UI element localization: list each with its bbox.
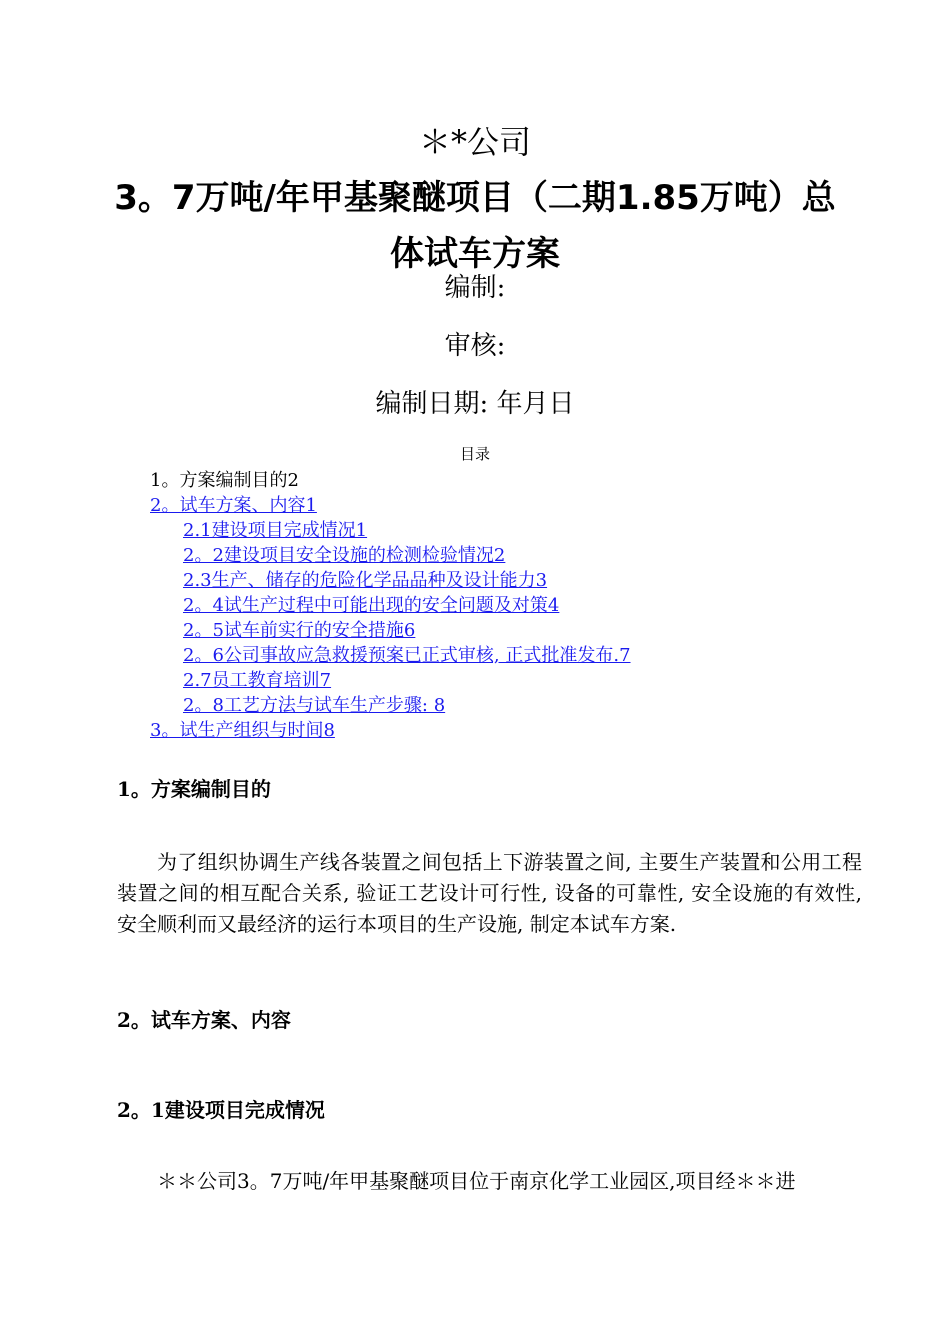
- section-heading-2: 2。试车方案、内容: [117, 1008, 291, 1032]
- document-title: 3。7万吨/年甲基聚醚项目（二期1.85万吨）总体试车方案: [114, 178, 836, 274]
- toc-link-2-7[interactable]: 2.7员工教育培训7: [183, 670, 332, 691]
- toc-link-2-4[interactable]: 2。4试生产过程中可能出现的安全问题及对策4: [183, 595, 560, 616]
- toc-link-3[interactable]: 3。试生产组织与时间8: [150, 720, 335, 741]
- date-label: 编制日期: 年月日: [375, 389, 575, 419]
- reviewer-label: 审核:: [444, 331, 506, 361]
- toc-link-2-8[interactable]: 2。8工艺方法与试车生产步骤: 8: [183, 695, 446, 716]
- toc-link-2-1[interactable]: 2.1建设项目完成情况1: [183, 520, 368, 541]
- toc-item-1: 1。方案编制目的2: [150, 470, 299, 491]
- toc-link-2-2[interactable]: 2。2建设项目安全设施的检测检验情况2: [183, 545, 506, 566]
- toc-heading: 目录: [459, 445, 490, 463]
- section-heading-1: 1。方案编制目的: [117, 777, 271, 801]
- toc-link-2-5[interactable]: 2。5试车前实行的安全措施6: [183, 620, 416, 641]
- section-2-1-paragraph: ＊＊公司3。7万吨/年甲基聚醚项目位于南京化学工业园区,项目经＊＊进: [157, 1169, 796, 1193]
- section-heading-2-1: 2。1建设项目完成情况: [117, 1098, 325, 1122]
- table-of-contents: [150, 468, 850, 743]
- toc-link-2[interactable]: 2。试车方案、内容1: [150, 495, 317, 516]
- toc-link-2-3[interactable]: 2.3生产、储存的危险化学品品种及设计能力3: [183, 570, 548, 591]
- toc-link-2-6[interactable]: 2。6公司事故应急救援预案已正式审核, 正式批准发布.7: [183, 645, 631, 666]
- compiler-label: 编制:: [444, 273, 506, 303]
- company-name: ＊*公司: [418, 123, 531, 161]
- section-1-paragraph: 为了组织协调生产线各装置之间包括上下游装置之间, 主要生产装置和公用工程装置之间的相互配合关系, 验证工艺设计可行性, 设备的可靠性, 安全设施的有效性, 安全顺利而又最经济的运行本项目的生产设施, 制定本试车方案.: [117, 850, 862, 936]
